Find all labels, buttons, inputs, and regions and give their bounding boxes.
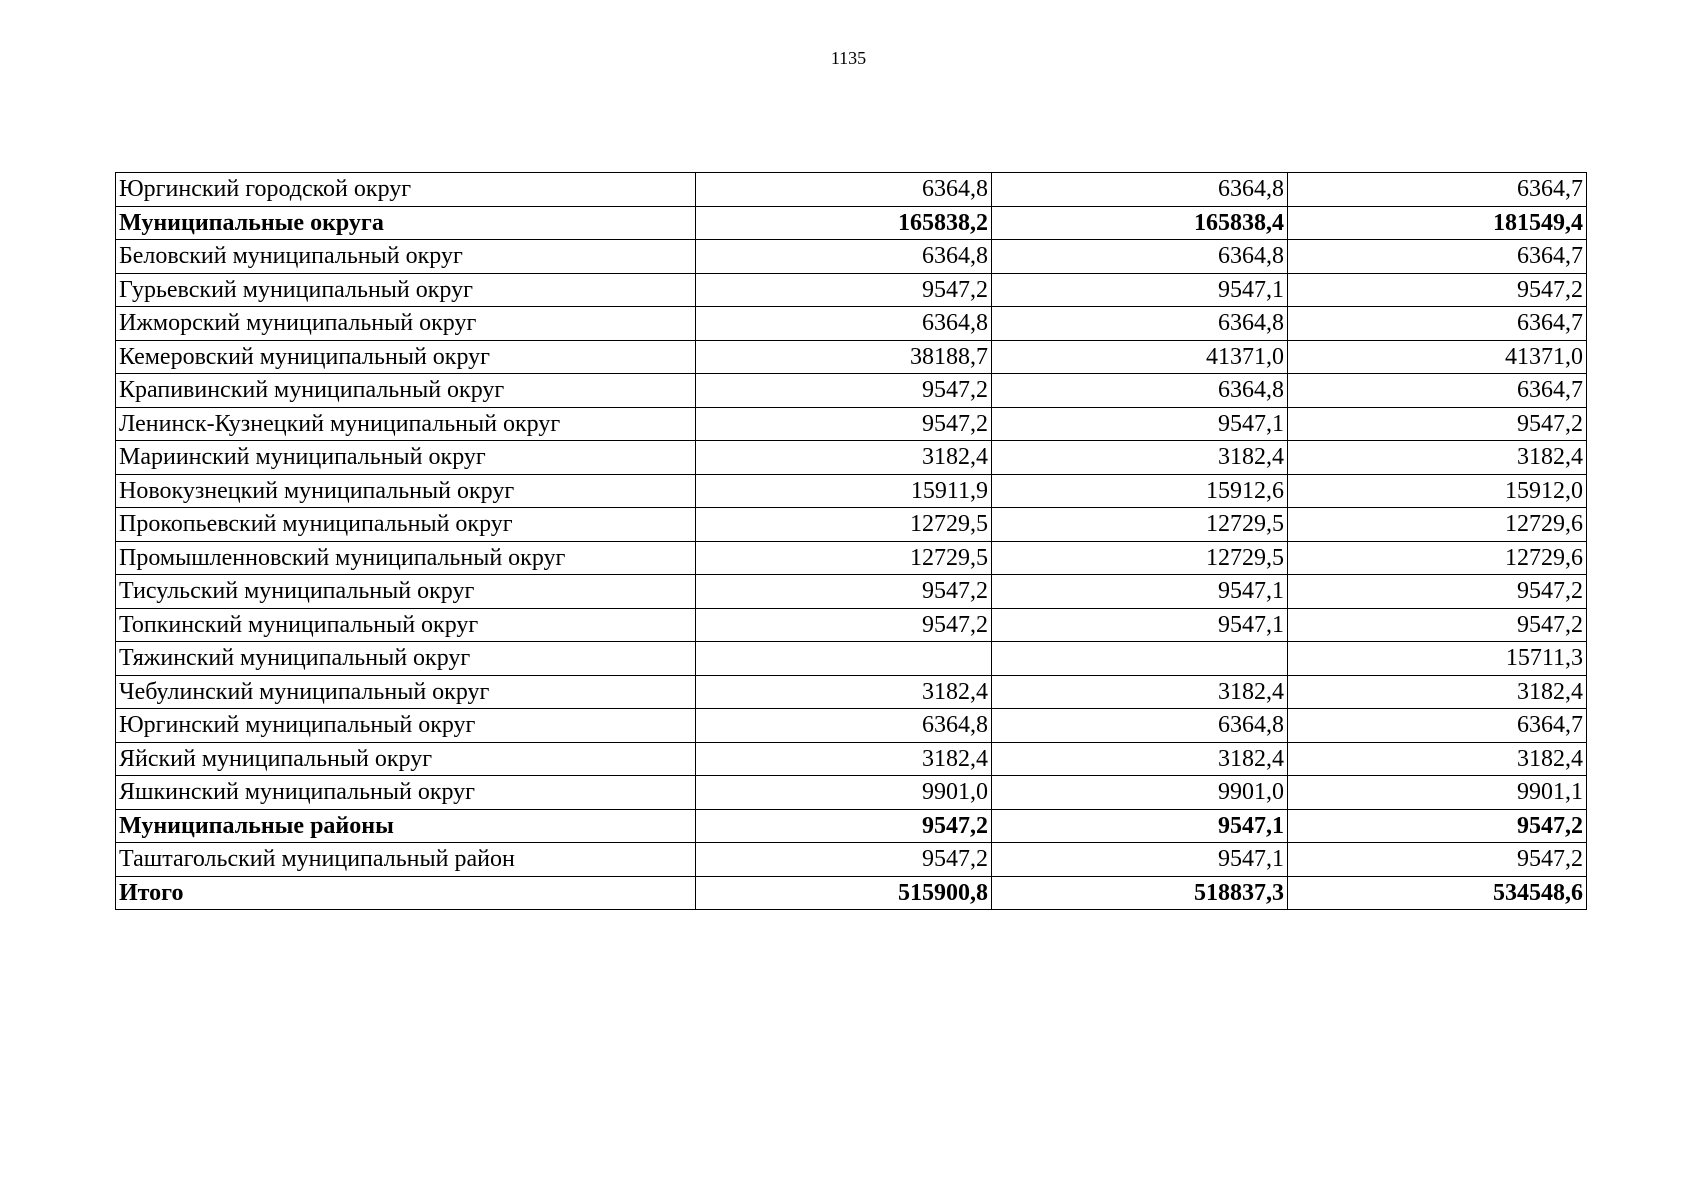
table-row [116, 441, 1587, 475]
row-value-1-cell: 9547,2 [696, 575, 992, 609]
row-value-2-cell: 6364,8 [992, 374, 1288, 408]
row-value-3-cell: 9547,2 [1288, 273, 1587, 307]
table-row [116, 709, 1587, 743]
table-row [116, 307, 1587, 341]
row-value-2-cell: 9547,1 [992, 575, 1288, 609]
row-value-3-cell: 9547,2 [1288, 407, 1587, 441]
table-row [116, 742, 1587, 776]
table-row [116, 474, 1587, 508]
row-value-1-cell: 6364,8 [696, 307, 992, 341]
row-value-2-cell: 41371,0 [992, 340, 1288, 374]
row-value-3-cell: 12729,6 [1288, 541, 1587, 575]
row-value-3-cell: 3182,4 [1288, 675, 1587, 709]
table-row [116, 273, 1587, 307]
page-number: 1135 [830, 48, 867, 68]
table-row [116, 374, 1587, 408]
row-value-2-cell: 9547,1 [992, 407, 1288, 441]
row-value-2-cell: 518837,3 [992, 876, 1288, 910]
row-value-3-cell: 6364,7 [1288, 173, 1587, 207]
row-value-3-cell: 9547,2 [1288, 575, 1587, 609]
row-value-2-cell: 6364,8 [992, 240, 1288, 274]
row-value-1-cell: 9547,2 [696, 407, 992, 441]
row-value-3-cell: 6364,7 [1288, 240, 1587, 274]
row-name-cell: Таштагольский муниципальный район [116, 843, 696, 877]
table-body [116, 173, 1587, 910]
row-value-1-cell: 9547,2 [696, 273, 992, 307]
row-name-cell: Крапивинский муниципальный округ [116, 374, 696, 408]
row-value-2-cell: 9547,1 [992, 273, 1288, 307]
table-row [116, 206, 1587, 240]
row-value-3-cell: 3182,4 [1288, 441, 1587, 475]
row-value-2-cell: 9901,0 [992, 776, 1288, 810]
row-value-2-cell: 6364,8 [992, 307, 1288, 341]
row-value-1-cell: 9901,0 [696, 776, 992, 810]
row-value-1-cell: 165838,2 [696, 206, 992, 240]
table-row [116, 575, 1587, 609]
table-row [116, 675, 1587, 709]
table-row [116, 240, 1587, 274]
row-value-2-cell [992, 642, 1288, 676]
row-name-cell: Прокопьевский муниципальный округ [116, 508, 696, 542]
row-value-1-cell: 12729,5 [696, 508, 992, 542]
table-row [116, 340, 1587, 374]
row-value-3-cell: 15912,0 [1288, 474, 1587, 508]
row-value-3-cell: 9547,2 [1288, 809, 1587, 843]
row-value-1-cell [696, 642, 992, 676]
row-name-cell: Мариинский муниципальный округ [116, 441, 696, 475]
row-value-2-cell: 3182,4 [992, 742, 1288, 776]
row-value-3-cell: 9547,2 [1288, 843, 1587, 877]
table-row [116, 843, 1587, 877]
table-row [116, 407, 1587, 441]
row-name-cell: Ижморский муниципальный округ [116, 307, 696, 341]
row-name-cell: Гурьевский муниципальный округ [116, 273, 696, 307]
row-value-2-cell: 12729,5 [992, 541, 1288, 575]
row-name-cell: Ленинск-Кузнецкий муниципальный округ [116, 407, 696, 441]
row-value-3-cell: 6364,7 [1288, 374, 1587, 408]
row-name-cell: Юргинский городской округ [116, 173, 696, 207]
table-row [116, 173, 1587, 207]
row-value-3-cell: 15711,3 [1288, 642, 1587, 676]
row-value-3-cell: 181549,4 [1288, 206, 1587, 240]
row-value-2-cell: 9547,1 [992, 608, 1288, 642]
row-value-1-cell: 6364,8 [696, 240, 992, 274]
row-value-1-cell: 6364,8 [696, 173, 992, 207]
row-value-3-cell: 12729,6 [1288, 508, 1587, 542]
row-value-1-cell: 38188,7 [696, 340, 992, 374]
row-name-cell: Юргинский муниципальный округ [116, 709, 696, 743]
row-name-cell: Яшкинский муниципальный округ [116, 776, 696, 810]
row-value-3-cell: 6364,7 [1288, 709, 1587, 743]
row-value-2-cell: 6364,8 [992, 709, 1288, 743]
table-row [116, 776, 1587, 810]
row-value-2-cell: 3182,4 [992, 675, 1288, 709]
budget-table [115, 172, 1587, 910]
row-name-cell: Новокузнецкий муниципальный округ [116, 474, 696, 508]
row-value-3-cell: 41371,0 [1288, 340, 1587, 374]
table-row [116, 508, 1587, 542]
row-name-cell: Промышленновский муниципальный округ [116, 541, 696, 575]
row-name-cell: Муниципальные округа [116, 206, 696, 240]
table-row [116, 608, 1587, 642]
row-value-1-cell: 15911,9 [696, 474, 992, 508]
table-row [116, 876, 1587, 910]
row-value-1-cell: 9547,2 [696, 608, 992, 642]
row-value-1-cell: 3182,4 [696, 675, 992, 709]
row-value-1-cell: 9547,2 [696, 843, 992, 877]
row-value-3-cell: 3182,4 [1288, 742, 1587, 776]
row-value-1-cell: 9547,2 [696, 374, 992, 408]
row-value-3-cell: 6364,7 [1288, 307, 1587, 341]
row-name-cell: Кемеровский муниципальный округ [116, 340, 696, 374]
row-value-1-cell: 3182,4 [696, 742, 992, 776]
row-name-cell: Тисульский муниципальный округ [116, 575, 696, 609]
table-row [116, 809, 1587, 843]
row-value-1-cell: 12729,5 [696, 541, 992, 575]
row-value-2-cell: 165838,4 [992, 206, 1288, 240]
row-value-2-cell: 3182,4 [992, 441, 1288, 475]
row-name-cell: Чебулинский муниципальный округ [116, 675, 696, 709]
row-value-3-cell: 9901,1 [1288, 776, 1587, 810]
row-value-3-cell: 534548,6 [1288, 876, 1587, 910]
table-row [116, 541, 1587, 575]
row-value-3-cell: 9547,2 [1288, 608, 1587, 642]
row-value-1-cell: 3182,4 [696, 441, 992, 475]
row-name-cell: Тяжинский муниципальный округ [116, 642, 696, 676]
row-name-cell: Топкинский муниципальный округ [116, 608, 696, 642]
row-value-2-cell: 12729,5 [992, 508, 1288, 542]
row-value-1-cell: 515900,8 [696, 876, 992, 910]
table-row [116, 642, 1587, 676]
row-name-cell: Беловский муниципальный округ [116, 240, 696, 274]
row-value-2-cell: 6364,8 [992, 173, 1288, 207]
row-value-1-cell: 9547,2 [696, 809, 992, 843]
row-value-2-cell: 9547,1 [992, 809, 1288, 843]
row-name-cell: Яйский муниципальный округ [116, 742, 696, 776]
row-name-cell: Итого [116, 876, 696, 910]
row-value-1-cell: 6364,8 [696, 709, 992, 743]
row-value-2-cell: 9547,1 [992, 843, 1288, 877]
row-value-2-cell: 15912,6 [992, 474, 1288, 508]
row-name-cell: Муниципальные районы [116, 809, 696, 843]
